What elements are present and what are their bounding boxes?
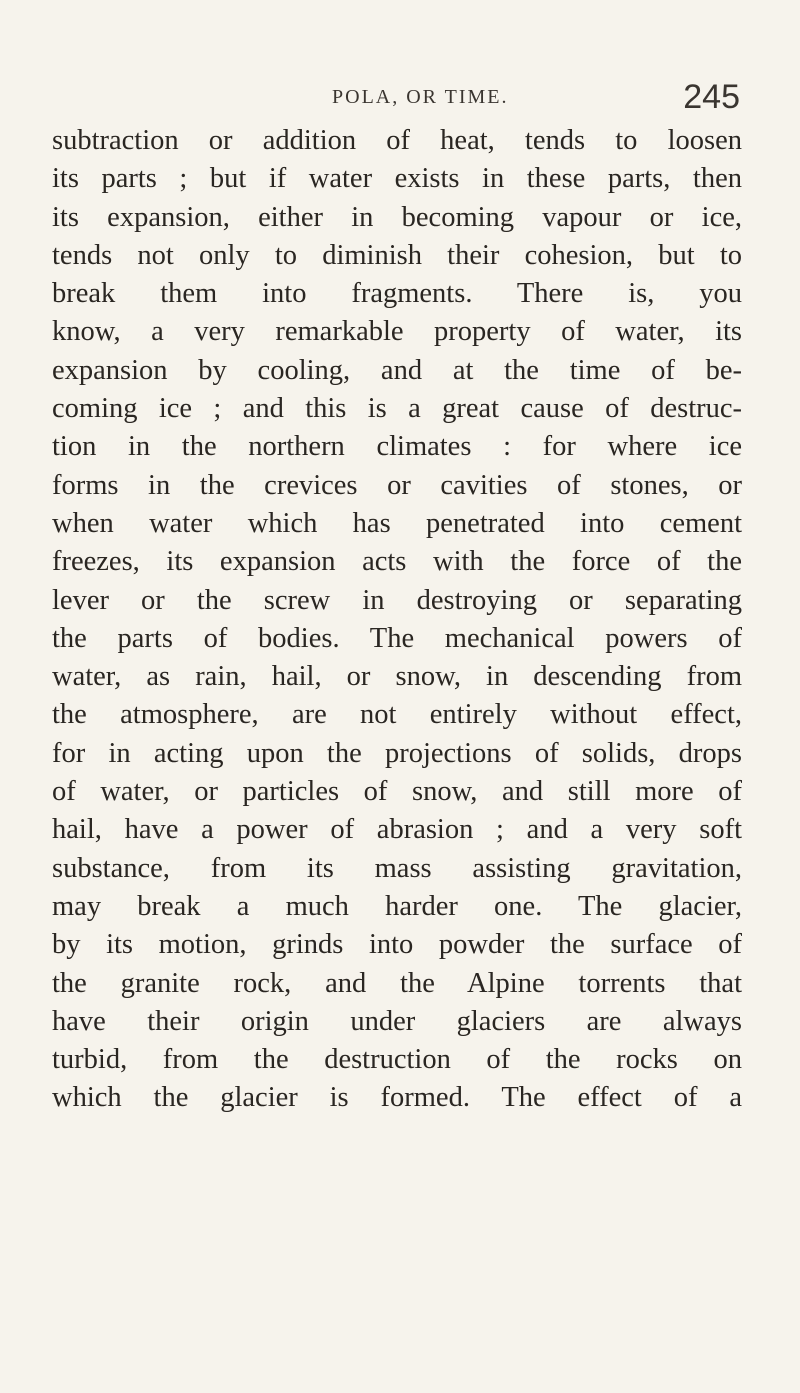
text-line: of water, or particles of snow, and still more of [52,776,742,808]
text-line: may break a much harder one. The glacier, [52,890,742,922]
text-line: forms in the crevices or cavities of stones, or [52,469,742,501]
text-line: lever or the screw in destroying or separating [52,584,742,616]
text-line: its parts ; but if water exists in these parts, then [52,163,742,195]
text-line: expansion by cooling, and at the time of be- [52,354,742,386]
page-number: 245 [683,78,740,116]
text-line: hail, have a power of abrasion ; and a very soft [52,814,742,846]
text-line: know, a very remarkable property of water, its [52,316,742,348]
text-line: its expansion, either in becoming vapour or ice, [52,201,742,233]
text-line: tends not only to diminish their cohesion, but to [52,239,742,271]
text-line: the granite rock, and the Alpine torrents that [52,967,742,999]
text-line: water, as rain, hail, or snow, in descending from [52,661,742,693]
text-line: the parts of bodies. The mechanical powers of [52,622,742,654]
text-line: for in acting upon the projections of solids, drops [52,737,742,769]
text-line: tion in the northern climates : for where ice [52,431,742,463]
text-line: have their origin under glaciers are always [52,1005,742,1037]
running-title: POLA, OR TIME. [332,86,509,108]
text-line: when water which has penetrated into cement [52,507,742,539]
running-head [60,78,740,118]
text-line: break them into fragments. There is, you [52,278,742,310]
text-line: turbid, from the destruction of the rocks on [52,1044,742,1076]
text-line: coming ice ; and this is a great cause of destruc- [52,393,742,425]
text-line: by its motion, grinds into powder the surface of [52,929,742,961]
text-line: the atmosphere, are not entirely without effect, [52,699,742,731]
body-text [52,122,742,1118]
text-line: which the glacier is formed. The effect of a [52,1082,742,1114]
text-line: subtraction or addition of heat, tends to loosen [52,125,742,156]
text-line: substance, from its mass assisting gravitation, [52,852,742,884]
text-line: freezes, its expansion acts with the force of the [52,546,742,578]
